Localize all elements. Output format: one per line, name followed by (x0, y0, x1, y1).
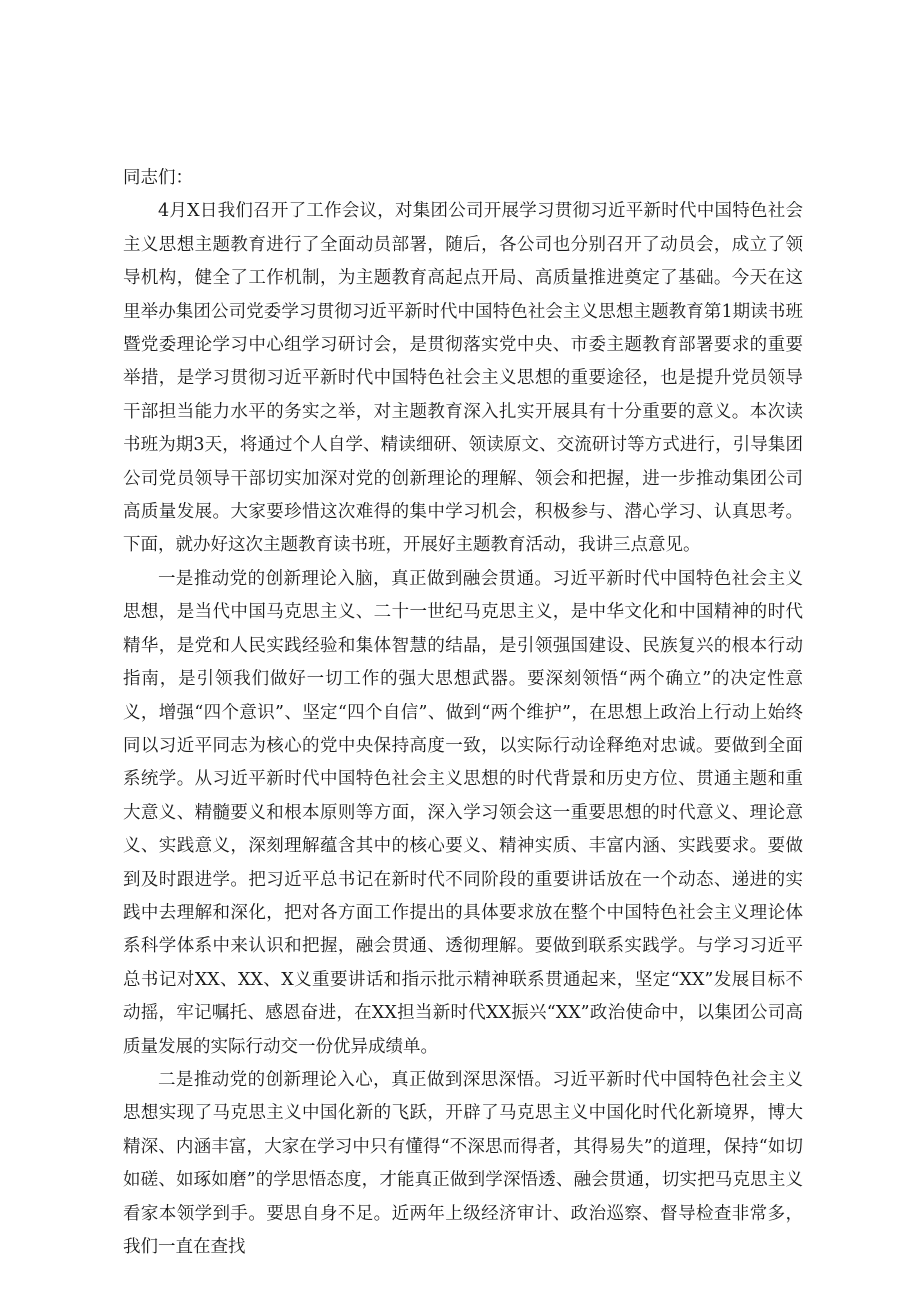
paragraph-intro: 4月X日我们召开了工作会议，对集团公司开展学习贯彻习近平新时代中国特色社会主义思想主题教育进行了全面动员部署，随后，各公司也分别召开了动员会，成立了领导机构，健全了工作机制，为主题教育高起点开局、高质量推进奠定了基础。今天在这里举办集团公司党委学习贯彻习近平新时代中国特色社会主义思想主题教育第1期读书班暨党委理论学习中心组学习研讨会，是贯彻落实党中央、市委主题教育部署要求的重要举措，是学习贯彻习近平新时代中国特色社会主义思想的重要途径，也是提升党员领导干部担当能力水平的务实之举，对主题教育深入扎实开展具有十分重要的意义。本次读书班为期3天，将通过个人自学、精读细研、领读原文、交流研讨等方式进行，引导集团公司党员领导干部切实加深对党的创新理论的理解、领会和把握，进一步推动集团公司高质量发展。大家要珍惜这次难得的集中学习机会，积极参与、潜心学习、认真思考。下面，就办好这次主题教育读书班，开展好主题教育活动，我讲三点意见。 (123, 201, 803, 556)
paragraph-point-two: 二是推动党的创新理论入心，真正做到深思深悟。习近平新时代中国特色社会主义思想实现了马克思主义中国化新的飞跃，开辟了马克思主义中国化时代化新境界，博大精深、内涵丰富，大家在学习中只有懂得“不深思而得者，其得易失”的道理，保持“如切如磋、如琢如磨”的学思悟态度，才能真正做到学深悟透、融会贯通，切实把马克思主义看家本领学到手。要思自身不足。近两年上级经济审计、政治巡察、督导检查非常多，我们一直在查找 (123, 1069, 803, 1257)
document-body (123, 162, 803, 1264)
paragraph-point-one: 一是推动党的创新理论入脑，真正做到融会贯通。习近平新时代中国特色社会主义思想，是当代中国马克思主义、二十一世纪马克思主义，是中华文化和中国精神的时代精华，是党和人民实践经验和集体智慧的结晶，是引领强国建设、民族复兴的根本行动指南，是引领我们做好一切工作的强大思想武器。要深刻领悟“两个确立”的决定性意义，增强“四个意识”、坚定“四个自信”、做到“两个维护”，在思想上政治上行动上始终同以习近平同志为核心的党中央保持高度一致，以实际行动诠释绝对忠诚。要做到全面系统学。从习近平新时代中国特色社会主义思想的时代背景和历史方位、贯通主题和重大意义、精髓要义和根本原则等方面，深入学习领会这一重要思想的时代意义、理论意义、实践意义，深刻理解蕴含其中的核心要义、精神实质、丰富内涵、实践要求。要做到及时跟进学。把习近平总书记在新时代不同阶段的重要讲话放在一个动态、递进的实践中去理解和深化，把对各方面工作提出的具体要求放在整个中国特色社会主义理论体系科学体系中来认识和把握，融会贯通、透彻理解。要做到联系实践学。与学习习近平总书记对XX、XX、X义重要讲话和指示批示精神联系贯通起来，坚定“XX”发展目标不动摇，牢记嘱托、感恩奋进，在XX担当新时代XX振兴“XX”政治使命中，以集团公司高质量发展的实际行动交一份优异成绩单。 (123, 568, 803, 1057)
salutation: 同志们： (123, 168, 193, 188)
